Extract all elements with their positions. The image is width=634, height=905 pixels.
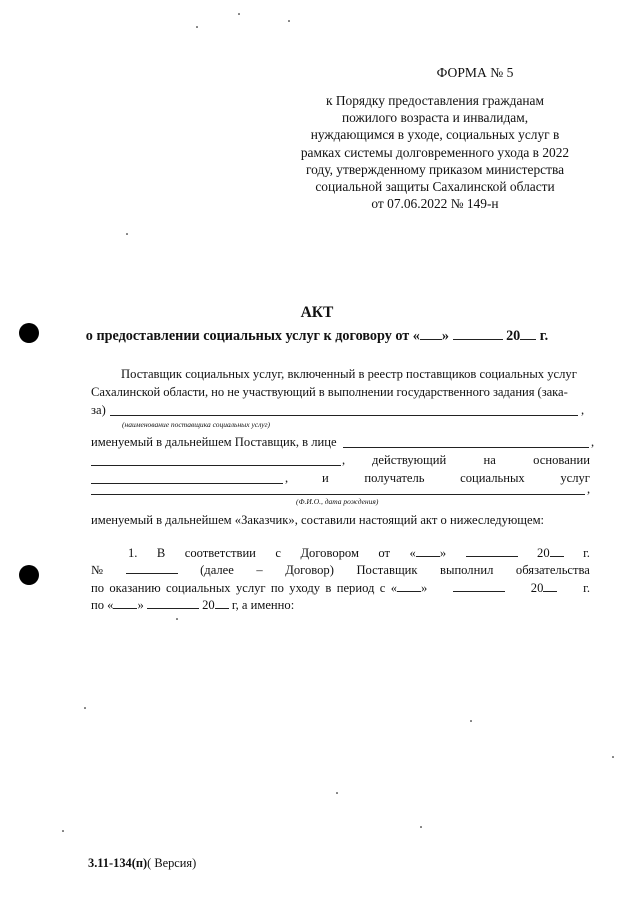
- paragraph-line: именуемый в дальнейшем Поставщик, в лице: [91, 435, 337, 449]
- punch-hole-bottom: [19, 565, 39, 585]
- form-reference-line: к Порядку предоставления гражданам: [326, 93, 544, 108]
- scan-speck: [288, 20, 290, 22]
- document-title: АКТ: [300, 304, 334, 321]
- scan-speck: [196, 26, 198, 28]
- paragraph-line: и получатель социальных услуг: [322, 471, 590, 485]
- document-subtitle: о предоставлении социальных услуг к договору от « » 20 г.: [85, 328, 549, 344]
- comma: ,: [342, 453, 346, 467]
- representative-field[interactable]: [343, 447, 589, 448]
- scan-speck: [336, 792, 338, 794]
- form-reference-line: рамках системы долговременного ухода в 2022: [300, 144, 570, 160]
- form-reference-line: социальной защиты Сахалинской области: [315, 179, 555, 195]
- recipient-field[interactable]: [91, 494, 585, 495]
- paragraph-line: Сахалинской области, но не участвующий в выполнении государственного задания (зака-: [91, 385, 568, 399]
- scan-speck: [238, 13, 240, 15]
- form-reference-line: пожилого возраста и инвалидам,: [341, 110, 529, 126]
- comma: ,: [587, 482, 591, 496]
- paragraph-line: именуемый в дальнейшем «Заказчик», составили настоящий акт о нижеследующем:: [91, 513, 545, 527]
- scan-speck: [176, 618, 178, 620]
- comma: ,: [591, 435, 595, 449]
- scan-speck: [470, 720, 472, 722]
- footer-code: 3.11-134(п)( Версия): [88, 856, 197, 870]
- scan-speck: [126, 233, 128, 235]
- form-reference-line: году, утвержденному приказом министерства: [305, 161, 565, 177]
- supplier-caption: (наименование поставщика социальных услуг): [122, 420, 271, 429]
- comma: ,: [285, 471, 289, 485]
- paragraph-line: за): [91, 403, 106, 417]
- form-reference-line: нуждающимся в уходе, социальных услуг в: [310, 127, 560, 143]
- scan-speck: [612, 756, 614, 758]
- item-1-line: по оказанию социальных услуг по уходу в период с « » 20 г.: [91, 581, 590, 595]
- comma: ,: [581, 403, 585, 417]
- item-1-line: 1. В соответствии с Договором от « » 20 г.: [128, 546, 590, 560]
- item-1-line: № (далее – Договор) Поставщик выполнил обязательства: [91, 563, 590, 577]
- form-reference-line: от 07.06.2022 № 149-н: [371, 196, 499, 212]
- scan-speck: [62, 830, 64, 832]
- recipient-caption: (Ф.И.О., дата рождения): [296, 497, 379, 506]
- basis-field[interactable]: [91, 483, 283, 484]
- scan-speck: [420, 826, 422, 828]
- paragraph-line: Поставщик социальных услуг, включенный в реестр поставщиков социальных услуг: [121, 367, 577, 381]
- form-label: ФОРМА № 5: [436, 65, 514, 80]
- scan-speck: [84, 707, 86, 709]
- item-1-line: по « » 20 г, а именно:: [91, 598, 295, 612]
- representative-field-cont[interactable]: [91, 465, 341, 466]
- form-reference: [270, 92, 600, 212]
- paragraph-line: действующий на основании: [372, 453, 590, 467]
- supplier-name-field[interactable]: [110, 415, 578, 416]
